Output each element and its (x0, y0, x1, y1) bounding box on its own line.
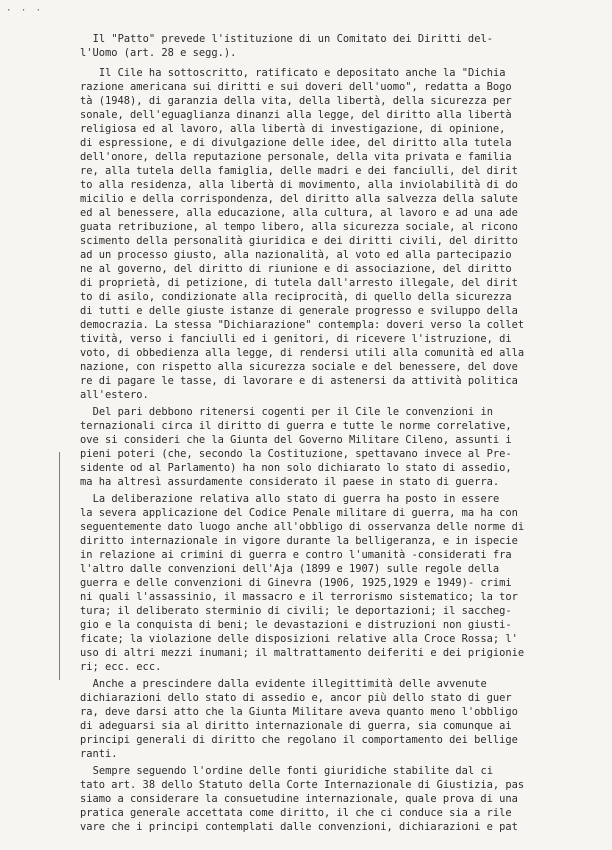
text-line: Sempre seguendo l'ordine delle fonti giuridiche stabilite dal ci (92, 765, 493, 777)
text-line: ove si consideri che la Giunta del Governo Militare Cileno, assunti i (80, 434, 512, 446)
text-line: tura; il deliberato sterminio di civili; le deportazioni; il saccheg- (80, 605, 512, 617)
text-line: la severa applicazione del Codice Penale militare di guerra, ma ha con (80, 507, 518, 519)
text-line: Del pari debbono ritenersi cogenti per il Cile le convenzioni in (92, 406, 493, 418)
text-line: to alla residenza, alla libertà di movimento, alla inviolabilità di do (80, 179, 518, 191)
text-line: micilio e della corrispondenza, del diritto alla salvezza della salute (80, 193, 518, 205)
text-line: principi generali di diritto che regolano il comportamento dei bellige (80, 734, 518, 746)
text-line: ni quali l'assassinio, il massacro e il terrorismo sistematico; la tor (80, 591, 518, 603)
text-line: in relazione ai crimini di guerra e contro l'umanità -considerati fra (80, 549, 512, 561)
text-line: sonale, dell'eguaglianza dinanzi alla legge, del diritto alla libertà (80, 109, 512, 121)
text-line: siamo a considerare la consuetudine internazionale, quale prova di una (80, 793, 518, 805)
text-line: dell'onore, della reputazione personale, della vita privata e familia (80, 151, 512, 163)
text-line: Il "Patto" prevede l'istituzione di un Comitato dei Diritti del- (92, 33, 493, 45)
text-line: ri; ecc. ecc. (80, 661, 162, 673)
text-line: razione americana sui diritti e sui doveri dell'uomo", redatta a Bogo (80, 81, 512, 93)
text-line: ternazionali circa il diritto di guerra e tutte le norme correlative, (80, 420, 512, 432)
text-line: tato art. 38 dello Statuto della Corte Internazionale di Giustizia, pas (80, 779, 525, 791)
margin-rule-mark (59, 452, 60, 680)
text-line: all'estero. (80, 389, 149, 401)
text-line: tività, verso i fanciulli ed i genitori, di ricevere l'istruzione, di (80, 333, 512, 345)
text-line: uso di altri mezzi inumani; il maltrattamento deiferiti e dei prigionie (80, 647, 525, 659)
paragraph (80, 492, 580, 674)
text-line: seguentemente dato luogo anche all'obbligo di osservanza delle norme di (80, 521, 525, 533)
text-line: ne al governo, del diritto di riunione e di associazione, del diritto (80, 263, 512, 275)
text-line: di adeguarsi sia al diritto internazionale di guerra, sia comunque ai (80, 720, 512, 732)
text-line: Il Cile ha sottoscritto, ratificato e depositato anche la "Dichia (98, 67, 506, 79)
text-line: dichiarazioni dello stato di assedio e, ancor più dello stato di guer (80, 692, 512, 704)
text-line: vare che i principi contemplati dalle convenzioni, dichiarazioni e pat (80, 821, 518, 833)
text-line: ed al benessere, alla educazione, alla cultura, al lavoro e ad una ade (80, 207, 518, 219)
paragraph (80, 677, 580, 761)
text-line: diritto internazionale in vigore durante la belligeranza, e in ispecie (80, 535, 518, 547)
text-line: gio e la conquista di beni; le devastazioni e distruzioni non giusti- (80, 619, 512, 631)
text-line: ma ha altresì assurdamente considerato il paese in stato di guerra. (80, 476, 500, 488)
text-line: guerra e delle convenzioni di Ginevra (1906, 1925,1929 e 1949)- crimi (80, 577, 512, 589)
text-line: pieni poteri (che, secondo la Costituzione, spettavano invece al Pre- (80, 448, 512, 460)
text-line: di proprietà, di petizione, di tutela dall'arresto illegale, del dirit (80, 277, 518, 289)
text-line: Anche a prescindere dalla evidente illegittimità delle avvenute (92, 678, 487, 690)
text-line: sidente od al Parlamento) ha non solo dichiarato lo stato di assedio, (80, 462, 512, 474)
text-line: l'altro dalle convenzioni dell'Aja (1899 e 1907) sulle regole della (80, 563, 500, 575)
text-line: di espressione, e di divulgazione delle idee, del diritto alla tutela (80, 137, 512, 149)
text-line: scimento della personalità giuridica e dei diritti civili, del diritto (80, 235, 518, 247)
text-line: pratica generale accettata come diritto, il che ci conduce sia a rile (80, 807, 512, 819)
paragraph (80, 405, 580, 489)
text-line: religiosa ed al lavoro, alla libertà di investigazione, di opinione, (80, 123, 506, 135)
text-line: guata retribuzione, al tempo libero, alla sicurezza sociale, al ricono (80, 221, 518, 233)
text-line: l'Uomo (art. 28 e segg.). (80, 47, 237, 59)
text-line: ad un processo giusto, alla nazionalità, al voto ed alla partecipazio (80, 249, 512, 261)
text-line: nazione, con rispetto alla sicurezza sociale e del benessere, del dove (80, 361, 518, 373)
paragraph (80, 32, 580, 60)
paragraph (80, 764, 580, 834)
text-line: La deliberazione relativa allo stato di guerra ha posto in essere (92, 493, 500, 505)
document-body (80, 32, 580, 834)
text-line: re di pagare le tasse, di lavorare e di astenersi da attività politica (80, 375, 518, 387)
text-line: re, alla tutela della famiglia, delle madri e dei fanciulli, del dirit (80, 165, 518, 177)
text-line: di tutti e delle giuste istanze di generale progresso e sviluppo della (80, 305, 518, 317)
text-line: to di asilo, condizionate alla reciprocità, di quello della sicurezza (80, 291, 512, 303)
text-line: democrazia. La stessa "Dichiarazione" contempla: doveri verso la collet (80, 319, 525, 331)
corner-mark: · · · (6, 6, 44, 16)
paragraph (80, 66, 580, 402)
text-line: ficate; la violazione delle disposizioni relative alla Croce Rossa; l' (80, 633, 518, 645)
text-line: ranti. (80, 748, 118, 760)
text-line: tà (1948), di garanzia della vita, della libertà, della sicurezza per (80, 95, 512, 107)
text-line: ra, deve darsi atto che la Giunta Militare aveva quanto meno l'obbligo (80, 706, 518, 718)
text-line: voto, di obbedienza alla legge, di rendersi utili alla comunità ed alla (80, 347, 525, 359)
